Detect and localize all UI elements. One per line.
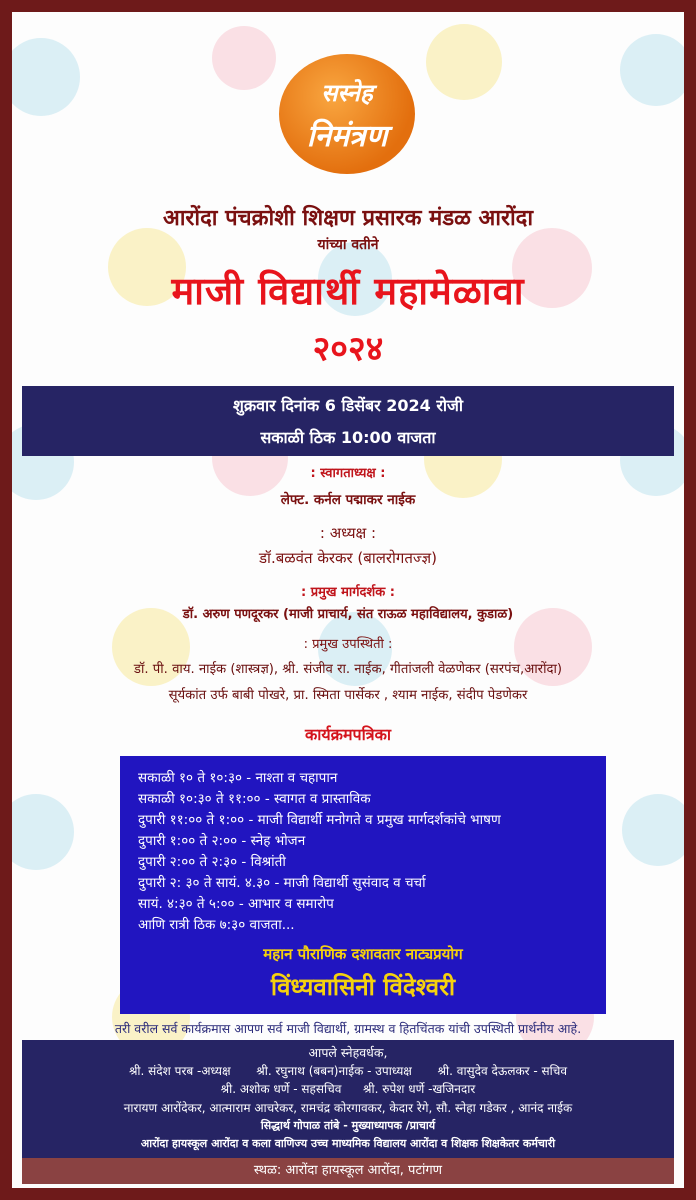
program-item: सकाळी १०:३० ते ११:०० - स्वागत व प्रास्ताविक bbox=[138, 791, 371, 807]
footer-heading: आपले स्नेहवर्धक, bbox=[308, 1045, 388, 1060]
invitation-note: तरी वरील सर्व कार्यक्रमास आपण सर्व माजी विद्यार्थी, ग्रामस्थ व हितचिंतक यांची उपस्थिती प्रार्थनीय आहे. bbox=[114, 1021, 582, 1036]
logo-line2: निमंत्रण bbox=[306, 119, 388, 154]
program-item: सकाळी १० ते १०:३० - नाश्ता व चहापान bbox=[138, 770, 338, 786]
on-behalf-text: यांच्या वतीने bbox=[317, 237, 379, 253]
presence-role: : प्रमुख उपस्थिती : bbox=[303, 637, 393, 652]
program-item: दुपारी २: ३० ते सायं. ४.३० - माजी विद्यार्थी सुसंवाद व चर्चा bbox=[138, 875, 426, 891]
presence-line-2: सूर्यकांत उर्फ बाबी पोखरे, प्रा. स्मिता पार्सेकर , श्याम नाईक, संदीप पेडणेकर bbox=[168, 688, 528, 703]
invitation-card bbox=[12, 12, 684, 1188]
organization-name: आरोंदा पंचक्रोशी शिक्षण प्रसारक मंडळ आरोंदा bbox=[162, 206, 534, 231]
organizer-president: श्री. संदेश परब -अध्यक्ष bbox=[128, 1064, 231, 1078]
logo-line1: सस्नेह bbox=[321, 78, 373, 107]
program-heading: कार्यक्रमपत्रिका bbox=[304, 725, 392, 744]
footer-members: नारायण आरोंदेकर, आत्माराम आचरेकर, रामचंद्र कोरगावकर, केदार रेगे, सौ. स्नेहा गडेकर , आनंद नाईक bbox=[123, 1101, 573, 1115]
footer-row-2 bbox=[22, 1080, 674, 1097]
guest-role-chief-guide: : प्रमुख मार्गदर्शक : bbox=[301, 585, 395, 600]
time-line: सकाळी ठिक 10:00 वाजता bbox=[260, 428, 436, 447]
guest-name-president: डॉ.बळवंत केरकर (बालरोगतज्ज्ञ) bbox=[259, 549, 437, 567]
guest-name-chief-guide: डॉ. अरुण पणदूरकर (माजी प्राचार्य, संत राऊळ महाविद्यालय, कुडाळ) bbox=[182, 607, 514, 622]
footer-staff: आरोंदा हायस्कूल आरोंदा व कला वाणिज्य उच्च माध्यमिक विद्यालय आरोंदा व शिक्षक शिक्षकेतर कर्मचारी bbox=[140, 1137, 556, 1150]
organizer-joint-secretary: श्री. अशोक धर्णे - सहसचिव bbox=[220, 1082, 342, 1096]
decor-dot bbox=[12, 38, 80, 116]
program-item: दुपारी १:०० ते २:०० - स्नेह भोजन bbox=[138, 833, 306, 849]
program-item: सायं. ४:३० ते ५:०० - आभार व समारोप bbox=[138, 896, 334, 912]
sasneh-nimantran-logo bbox=[279, 54, 415, 174]
drama-title: विंध्यवासिनी विंदेश्वरी bbox=[270, 973, 456, 1001]
program-item: आणि रात्री ठिक ७:३० वाजता... bbox=[138, 917, 295, 933]
decor-dot bbox=[212, 26, 276, 90]
decor-dot bbox=[622, 794, 684, 866]
event-title: माजी विद्यार्थी महामेळावा bbox=[171, 269, 525, 313]
drama-line: महान पौराणिक दशावतार नाट्यप्रयोग bbox=[263, 945, 463, 963]
decor-dot bbox=[426, 24, 502, 100]
venue-bar: स्थळ: आरोंदा हायस्कूल आरोंदा, पटांगण bbox=[22, 1158, 674, 1184]
footer-row-1 bbox=[22, 1062, 674, 1079]
guest-name-welcome-chair: लेफ्ट. कर्नल पद्माकर नाईक bbox=[280, 492, 416, 508]
decor-dot bbox=[12, 794, 74, 870]
program-item: दुपारी ११:०० ते १:०० - माजी विद्यार्थी मनोगते व प्रमुख मार्गदर्शकांचे भाषण bbox=[138, 812, 501, 828]
footer-principal: सिद्धार्थ गोपाळ तांबे - मुख्याध्यापक /प्राचार्य bbox=[260, 1119, 436, 1132]
guest-role-welcome-chair: : स्वागताध्यक्ष : bbox=[310, 466, 386, 481]
organizers-footer bbox=[22, 1040, 674, 1158]
organizer-secretary: श्री. वासुदेव देऊलकर - सचिव bbox=[437, 1064, 568, 1078]
guest-role-president: : अध्यक्ष : bbox=[319, 524, 377, 542]
date-line: शुक्रवार दिनांक 6 डिसेंबर 2024 रोजी bbox=[232, 396, 464, 415]
program-item: दुपारी २:०० ते २:३० - विश्रांती bbox=[138, 854, 286, 870]
date-time-banner bbox=[22, 386, 674, 456]
program-schedule-box bbox=[120, 756, 606, 1014]
event-year: २०२४ bbox=[312, 329, 384, 369]
decor-dot bbox=[620, 34, 684, 106]
organizer-vice-president: श्री. रघुनाथ (बबन)नाईक - उपाध्यक्ष bbox=[256, 1064, 412, 1078]
presence-line-1: डॉ. पी. वाय. नाईक (शास्त्रज्ञ), श्री. संजीव रा. नाईक, गीतांजली वेळणेकर (सरपंच,आरोंदा) bbox=[133, 662, 563, 677]
organizer-treasurer: श्री. रुपेश धर्णे -खजिनदार bbox=[363, 1082, 476, 1096]
